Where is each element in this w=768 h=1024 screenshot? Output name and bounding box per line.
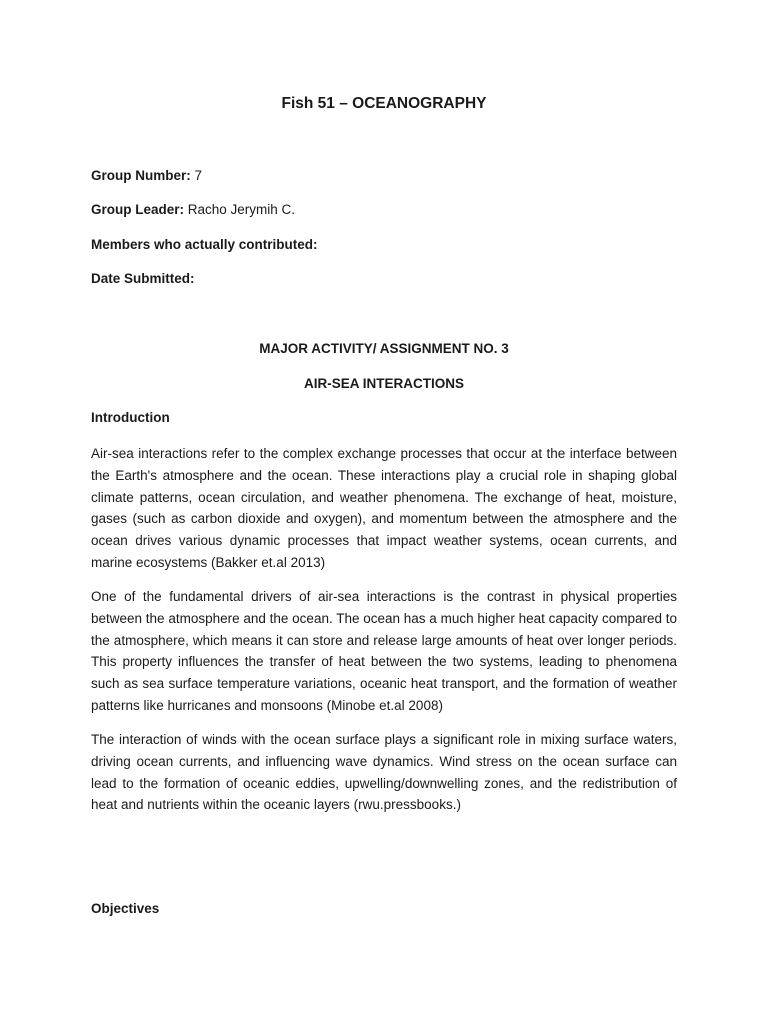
date-submitted-field bbox=[91, 271, 195, 286]
group-number-field bbox=[91, 168, 202, 183]
group-leader-field bbox=[91, 202, 295, 217]
members-field bbox=[91, 237, 318, 252]
objectives-heading: Objectives bbox=[91, 901, 160, 916]
activity-heading: MAJOR ACTIVITY/ ASSIGNMENT NO. 3 bbox=[259, 341, 509, 356]
date-submitted-label: Date Submitted: bbox=[91, 271, 195, 286]
group-number-value: 7 bbox=[190, 168, 203, 183]
paragraph-2: One of the fundamental drivers of air-sea interactions is the contrast in physical properties between the atmosphere and the ocean. The ocean has a much higher heat capacity compared to the atmosphere, which means it can store and release large amounts of heat over longer periods. This property influences the transfer of heat between the two systems, leading to phenomena such as sea surface temperature variations, oceanic heat transport, and the formation of weather patterns like hurricanes and monsoons (Minobe et.al 2008) bbox=[91, 589, 677, 713]
document-title: Fish 51 – OCEANOGRAPHY bbox=[281, 95, 487, 112]
members-label: Members who actually contributed: bbox=[91, 237, 318, 252]
paragraph-1: Air-sea interactions refer to the complex exchange processes that occur at the interface between the Earth's atmosphere and the ocean. These interactions play a crucial role in shaping global climate patterns, ocean circulation, and weather phenomena. The exchange of heat, moisture, gases (such as carbon dioxide and oxygen), and momentum between the atmosphere and the ocean drives various dynamic processes that impact weather systems, ocean currents, and marine ecosystems (Bakker et.al 2013) bbox=[91, 446, 677, 570]
group-leader-value: Racho Jerymih C. bbox=[184, 202, 296, 217]
group-leader-label: Group Leader: bbox=[91, 202, 185, 217]
group-number-label: Group Number: bbox=[91, 168, 191, 183]
topic-heading: AIR-SEA INTERACTIONS bbox=[303, 376, 464, 391]
introduction-heading: Introduction bbox=[91, 410, 170, 425]
paragraph-3: The interaction of winds with the ocean surface plays a significant role in mixing surface waters, driving ocean currents, and influencing wave dynamics. Wind stress on the ocean surface can lead to the formation of oceanic eddies, upwelling/downwelling zones, and the redistribution of heat and nutrients within the oceanic layers (rwu.pressbooks.) bbox=[91, 732, 677, 813]
